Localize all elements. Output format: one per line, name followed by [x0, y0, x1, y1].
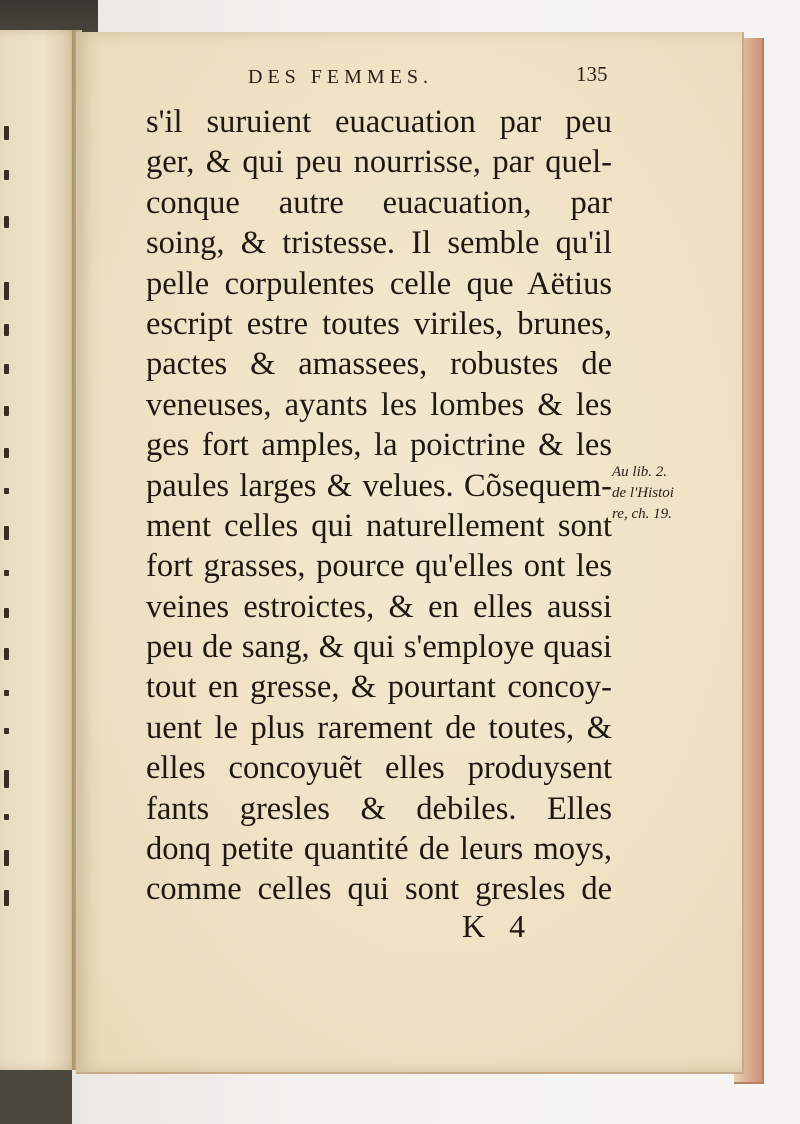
scanner-bed-bottom [0, 1066, 72, 1124]
text-line: tout en gresse, & pourtant concoy- [146, 669, 612, 706]
text-line: elles concoyuẽt elles produysent [146, 750, 612, 787]
scanner-bed-top [0, 0, 98, 34]
text-line: comme celles qui sont gresles de [146, 871, 612, 908]
running-head: DES FEMMES. [248, 66, 434, 88]
text-line: uent le plus rarement de toutes, & [146, 709, 612, 746]
page-number: 135 [576, 62, 608, 86]
text-line: pactes & amassees, robustes de [146, 346, 612, 383]
text-line: veneuses, ayants les lombes & les [146, 386, 612, 423]
marginal-note-line: re, ch. 19. [612, 506, 672, 522]
marginal-note-line: Au lib. 2. [612, 464, 667, 480]
marginal-note-line: de l'Histoi [612, 485, 674, 501]
text-line: fants gresles & debiles. Elles [146, 790, 612, 827]
text-line: veines estroictes, & en elles aussi [146, 588, 612, 625]
text-line: conque autre euacuation, par [146, 184, 612, 221]
facing-page-text-fragments [0, 30, 20, 1070]
text-line: escript estre toutes viriles, brunes, [146, 305, 612, 342]
text-line: soing, & tristesse. Il semble qu'il [146, 225, 612, 262]
text-line: peu de sang, & qui s'employe quasi [146, 629, 612, 666]
body-text [146, 102, 612, 910]
text-line: ger, & qui peu nourrisse, par quel- [146, 144, 612, 181]
text-line: ges fort amples, la poictrine & les [146, 427, 612, 464]
text-line: ment celles qui naturellement sont [146, 507, 612, 544]
text-line: fort grasses, pource qu'elles ont les [146, 548, 612, 585]
facing-page-edge [0, 30, 80, 1070]
text-line: paules larges & velues. Cõsequem- [146, 467, 612, 504]
marginal-note [612, 462, 674, 525]
signature-mark: K 4 [462, 908, 534, 944]
text-line: pelle corpulentes celle que Aëtius [146, 265, 612, 302]
text-line: donq petite quantité de leurs moys, [146, 831, 612, 868]
text-line: s'il suruient euacuation par peu [146, 104, 612, 140]
